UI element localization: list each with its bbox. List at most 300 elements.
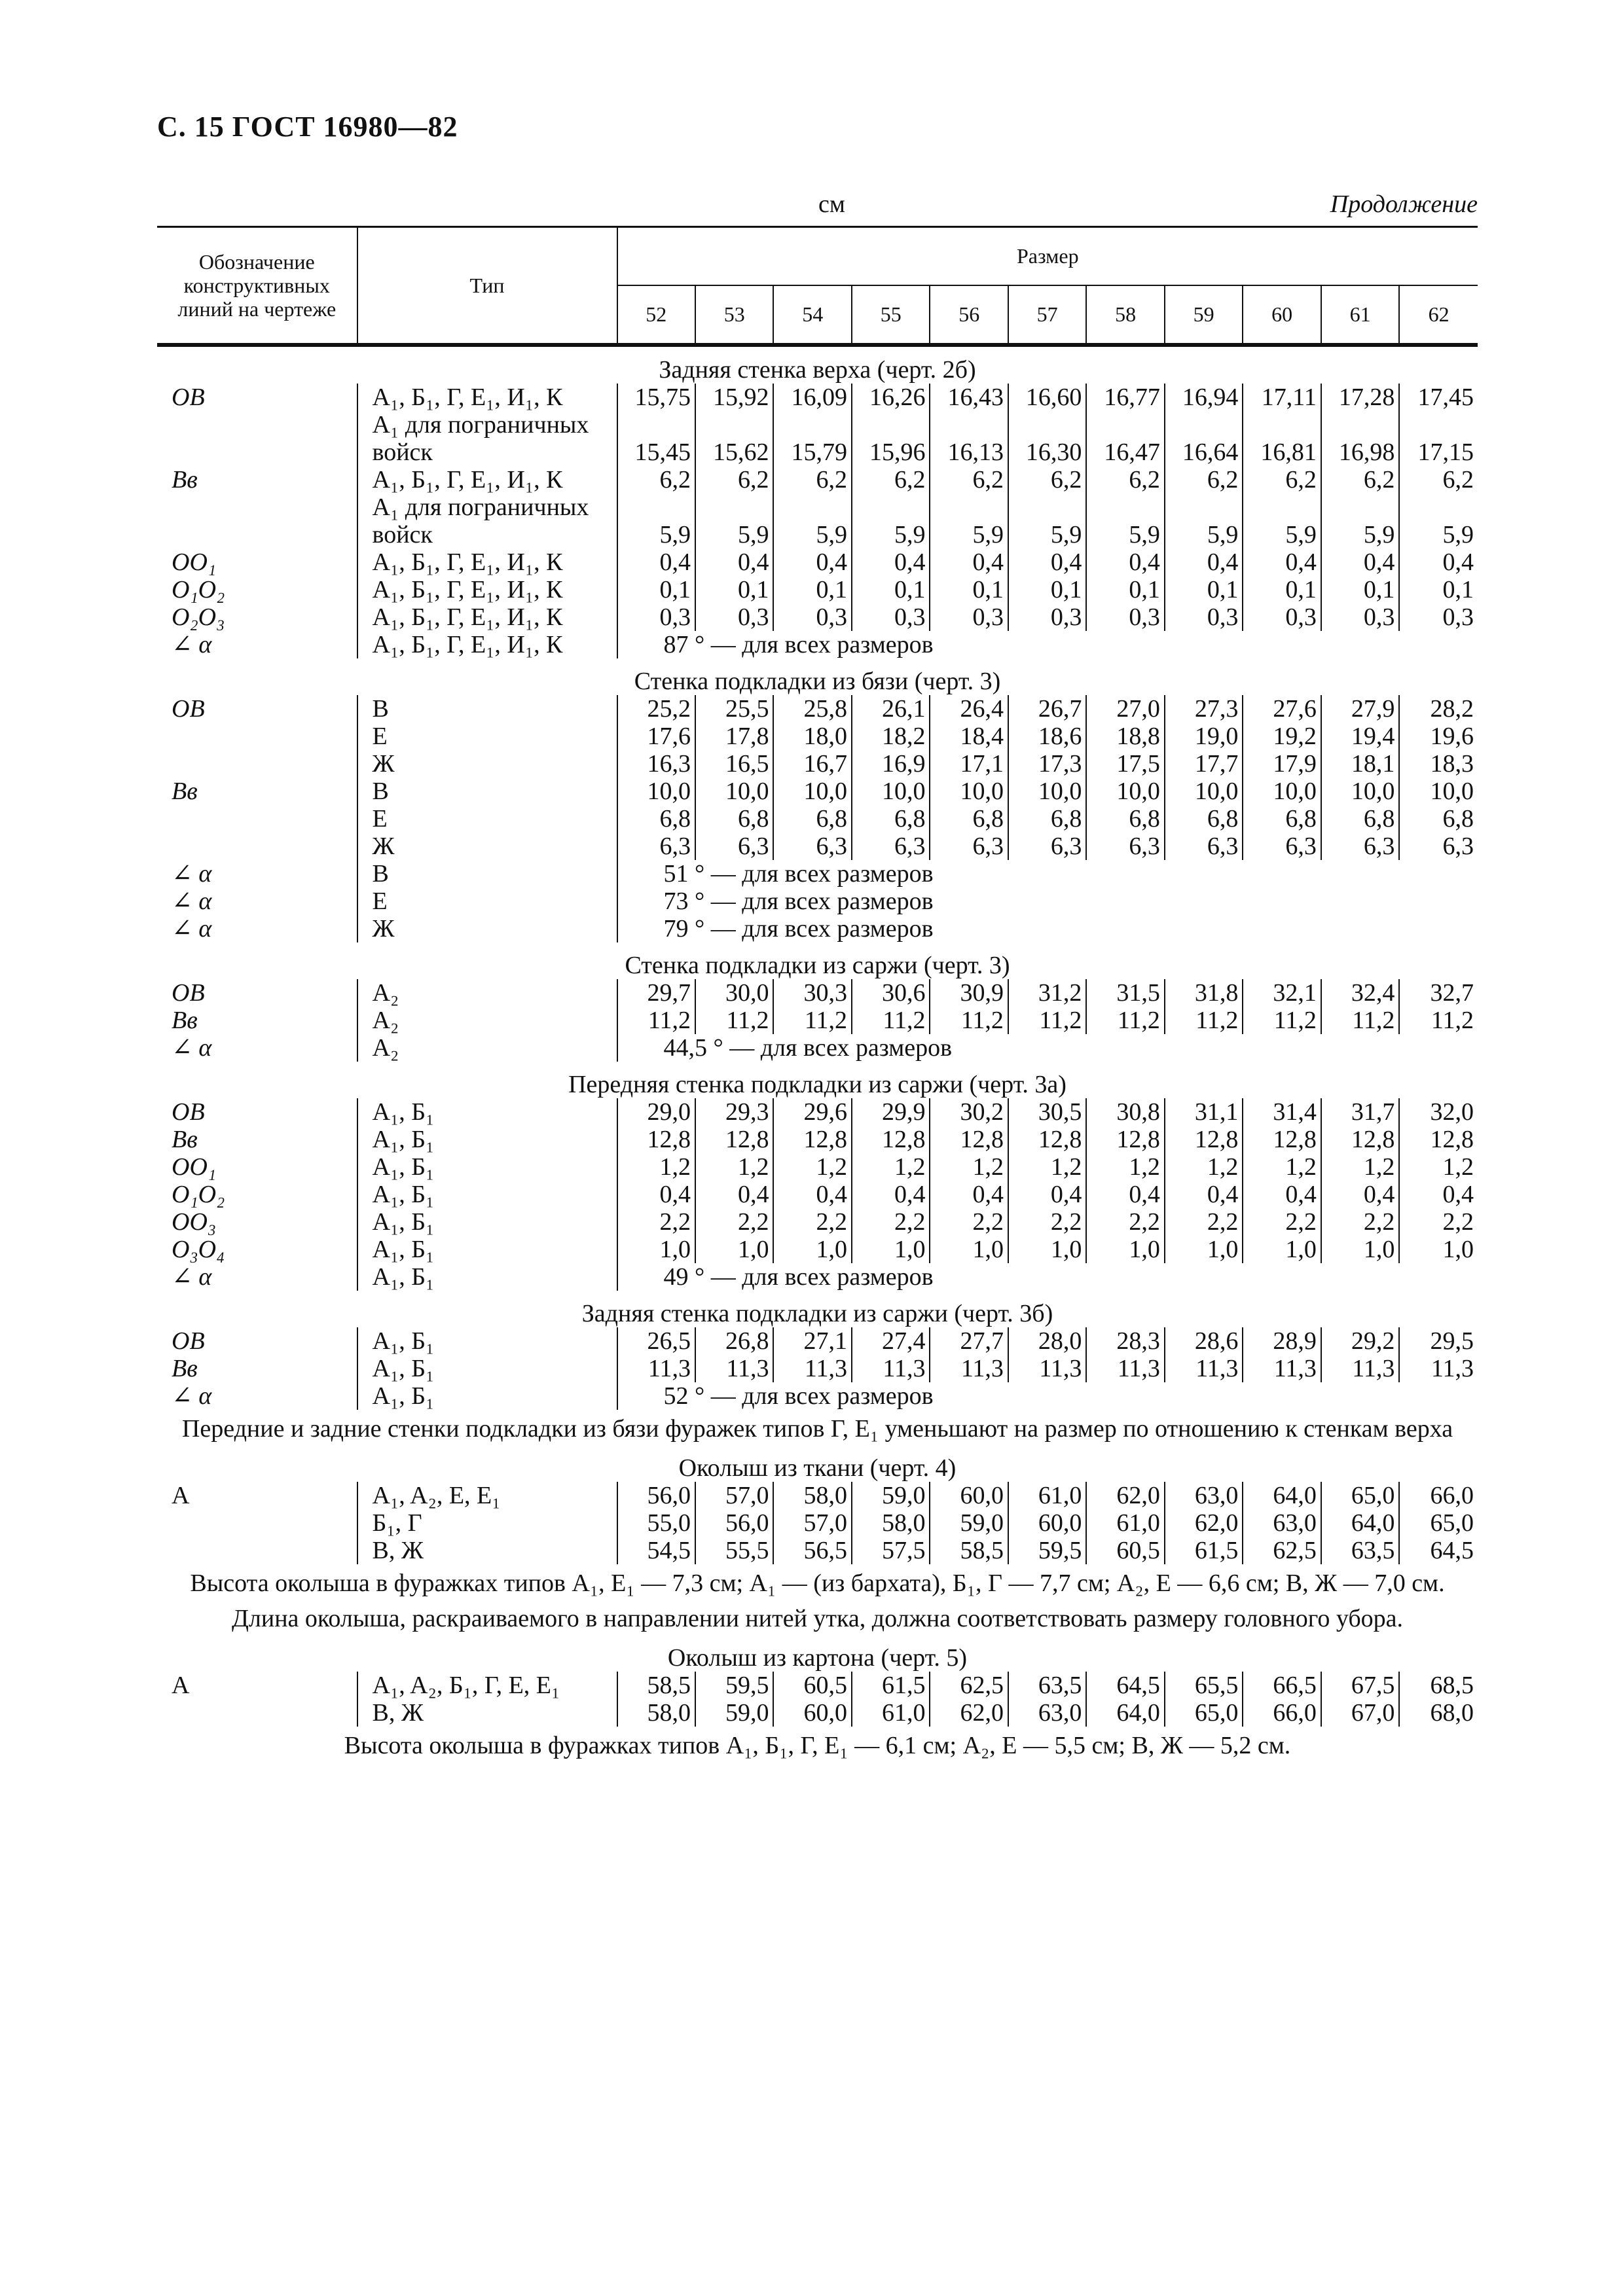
cap-type: A₁, A₂, Б₁, Г, Е, Е₁ bbox=[357, 1672, 617, 1699]
size-value: 5,9 bbox=[1086, 521, 1164, 548]
size-value: 0,4 bbox=[617, 1181, 695, 1208]
size-value: 11,2 bbox=[1321, 1007, 1399, 1034]
page-header: С. 15 ГОСТ 16980—82 bbox=[157, 111, 458, 143]
note-text: Высота околыша в фуражках типов A₁, Б₁, Г, Е₁ — 6,1 см; A₂, Е — 5,5 см; В, Ж — 5,2 см. bbox=[344, 1732, 1291, 1759]
size-value: 60,0 bbox=[930, 1482, 1008, 1509]
note-row bbox=[157, 1564, 1478, 1600]
size-value: 0,4 bbox=[1008, 1181, 1086, 1208]
size-value: 10,0 bbox=[1399, 778, 1478, 805]
size-column-header: 56 bbox=[930, 285, 1008, 345]
size-value: 1,2 bbox=[1086, 1153, 1164, 1181]
continuation-label: Продолжение bbox=[1330, 190, 1478, 218]
size-value: 59,5 bbox=[695, 1672, 773, 1699]
table-row bbox=[157, 603, 1478, 631]
table-row bbox=[157, 439, 1478, 466]
size-value: 60,5 bbox=[773, 1672, 851, 1699]
table-row bbox=[157, 1153, 1478, 1181]
size-value: 1,0 bbox=[852, 1236, 930, 1263]
size-value bbox=[852, 411, 930, 439]
size-value: 0,4 bbox=[1243, 1181, 1321, 1208]
size-value: 62,0 bbox=[1086, 1482, 1164, 1509]
section-title-row bbox=[157, 1062, 1478, 1098]
size-value: 32,0 bbox=[1399, 1098, 1478, 1126]
section-title-row bbox=[157, 942, 1478, 979]
size-value: 0,4 bbox=[773, 1181, 851, 1208]
size-value: 6,8 bbox=[1243, 805, 1321, 833]
size-value: 11,3 bbox=[1008, 1355, 1086, 1382]
size-value: 2,2 bbox=[1165, 1208, 1243, 1236]
cap-type: A₁, Б₁ bbox=[357, 1208, 617, 1236]
size-value: 63,5 bbox=[1321, 1537, 1399, 1564]
size-value bbox=[773, 493, 851, 521]
cap-type: A₁, A₂, Е, Е₁ bbox=[357, 1482, 617, 1509]
size-value: 1,0 bbox=[930, 1236, 1008, 1263]
size-value: 12,8 bbox=[1165, 1126, 1243, 1153]
table-row bbox=[157, 750, 1478, 778]
size-value: 11,2 bbox=[930, 1007, 1008, 1034]
size-value: 61,0 bbox=[1008, 1482, 1086, 1509]
size-value: 59,0 bbox=[852, 1482, 930, 1509]
size-value: 64,0 bbox=[1243, 1482, 1321, 1509]
size-value: 11,2 bbox=[617, 1007, 695, 1034]
line-designation bbox=[157, 1509, 357, 1537]
size-value: 27,3 bbox=[1165, 695, 1243, 723]
cap-type: A₁, Б₁ bbox=[357, 1181, 617, 1208]
line-designation: Вв bbox=[172, 1007, 198, 1034]
size-value: 6,2 bbox=[930, 466, 1008, 493]
size-value: 0,3 bbox=[1399, 603, 1478, 631]
size-value: 58,0 bbox=[773, 1482, 851, 1509]
size-value: 15,75 bbox=[617, 384, 695, 411]
angle-row bbox=[157, 915, 1478, 942]
size-value: 6,2 bbox=[852, 466, 930, 493]
size-value: 11,3 bbox=[617, 1355, 695, 1382]
line-designation bbox=[157, 723, 357, 750]
size-value: 1,0 bbox=[1321, 1236, 1399, 1263]
size-value: 15,62 bbox=[695, 439, 773, 466]
table-row bbox=[157, 1537, 1478, 1564]
size-value: 6,3 bbox=[1243, 833, 1321, 860]
size-value: 1,0 bbox=[1165, 1236, 1243, 1263]
size-value: 5,9 bbox=[852, 521, 930, 548]
size-value: 0,4 bbox=[852, 548, 930, 576]
note-text: Длина околыша, раскраиваемого в направлении нитей утка, должна соответствовать размеру головного убора. bbox=[231, 1605, 1404, 1632]
size-value: 0,4 bbox=[1086, 1181, 1164, 1208]
table-row bbox=[157, 805, 1478, 833]
size-value: 18,4 bbox=[930, 723, 1008, 750]
size-value: 0,4 bbox=[695, 1181, 773, 1208]
line-designation: ОО₁ bbox=[172, 1153, 217, 1181]
size-value: 61,0 bbox=[852, 1699, 930, 1727]
table-row bbox=[157, 548, 1478, 576]
cap-type: A₁, Б₁, Г, Е₁, И₁, К bbox=[357, 631, 617, 658]
size-value: 6,3 bbox=[1008, 833, 1086, 860]
size-value: 12,8 bbox=[1399, 1126, 1478, 1153]
size-value: 1,0 bbox=[1086, 1236, 1164, 1263]
cap-type: В bbox=[357, 695, 617, 723]
size-value: 0,1 bbox=[1165, 576, 1243, 603]
size-value bbox=[1399, 493, 1478, 521]
cap-type: A₁ для пограничных bbox=[357, 493, 617, 521]
size-value: 6,2 bbox=[617, 466, 695, 493]
size-value: 63,5 bbox=[1008, 1672, 1086, 1699]
size-value: 6,2 bbox=[1008, 466, 1086, 493]
size-column-header: 62 bbox=[1399, 285, 1478, 345]
size-column-header: 54 bbox=[773, 285, 851, 345]
size-value: 58,5 bbox=[930, 1537, 1008, 1564]
line-designation: ∠ α bbox=[172, 1382, 212, 1410]
size-value: 11,2 bbox=[1399, 1007, 1478, 1034]
note-row bbox=[157, 1410, 1478, 1445]
size-value: 60,0 bbox=[1008, 1509, 1086, 1537]
size-value: 56,5 bbox=[773, 1537, 851, 1564]
size-value: 11,2 bbox=[1243, 1007, 1321, 1034]
size-value: 28,2 bbox=[1399, 695, 1478, 723]
table-row bbox=[157, 1181, 1478, 1208]
size-value: 16,9 bbox=[852, 750, 930, 778]
size-value: 55,5 bbox=[695, 1537, 773, 1564]
size-value: 1,2 bbox=[1008, 1153, 1086, 1181]
line-designation bbox=[157, 493, 357, 521]
size-value: 31,7 bbox=[1321, 1098, 1399, 1126]
line-designation: ∠ α bbox=[172, 888, 212, 915]
size-value: 17,5 bbox=[1086, 750, 1164, 778]
size-value: 30,3 bbox=[773, 979, 851, 1007]
cap-type: A₁, Б₁ bbox=[357, 1126, 617, 1153]
cap-type: Ж bbox=[357, 750, 617, 778]
size-value: 10,0 bbox=[1008, 778, 1086, 805]
size-value: 16,94 bbox=[1165, 384, 1243, 411]
size-header: Размер bbox=[617, 227, 1478, 285]
size-value: 1,2 bbox=[773, 1153, 851, 1181]
size-value: 1,0 bbox=[617, 1236, 695, 1263]
table-row bbox=[157, 1482, 1478, 1509]
cap-type: A₁ для пограничных bbox=[357, 411, 617, 439]
size-value: 30,2 bbox=[930, 1098, 1008, 1126]
table-row bbox=[157, 1007, 1478, 1034]
size-value: 26,1 bbox=[852, 695, 930, 723]
size-value: 5,9 bbox=[617, 521, 695, 548]
size-value: 11,2 bbox=[1008, 1007, 1086, 1034]
size-value bbox=[1086, 411, 1164, 439]
angle-value: 51 ° — для всех размеров bbox=[617, 860, 1478, 888]
line-designation: ОВ bbox=[172, 1098, 205, 1126]
size-value: 61,5 bbox=[852, 1672, 930, 1699]
size-value bbox=[1243, 411, 1321, 439]
line-designation: Вв bbox=[172, 466, 198, 493]
size-value bbox=[1008, 493, 1086, 521]
size-value: 6,3 bbox=[1399, 833, 1478, 860]
size-value: 28,3 bbox=[1086, 1327, 1164, 1355]
size-value: 0,3 bbox=[1243, 603, 1321, 631]
size-value: 60,5 bbox=[1086, 1537, 1164, 1564]
table-row bbox=[157, 1126, 1478, 1153]
size-value: 62,5 bbox=[1243, 1537, 1321, 1564]
unit-label: см bbox=[818, 190, 845, 218]
size-value: 10,0 bbox=[852, 778, 930, 805]
size-value: 6,8 bbox=[695, 805, 773, 833]
size-value: 65,5 bbox=[1165, 1672, 1243, 1699]
size-column-header: 55 bbox=[852, 285, 930, 345]
table-row bbox=[157, 723, 1478, 750]
line-designation: Вв bbox=[172, 1355, 198, 1382]
size-value: 65,0 bbox=[1165, 1699, 1243, 1727]
size-value: 0,3 bbox=[1165, 603, 1243, 631]
table-row bbox=[157, 576, 1478, 603]
section-title: Передняя стенка подкладки из саржи (черт. 3а) bbox=[568, 1071, 1067, 1098]
size-value: 10,0 bbox=[773, 778, 851, 805]
note-row bbox=[157, 1600, 1478, 1635]
size-value: 10,0 bbox=[1086, 778, 1164, 805]
line-designation: ∠ α bbox=[172, 915, 212, 942]
size-value bbox=[617, 411, 695, 439]
size-value: 0,4 bbox=[1321, 548, 1399, 576]
size-value: 66,5 bbox=[1243, 1672, 1321, 1699]
cap-type: A₂ bbox=[357, 1007, 617, 1034]
size-value: 6,8 bbox=[1399, 805, 1478, 833]
cap-type: войск bbox=[357, 439, 617, 466]
size-value: 1,2 bbox=[1165, 1153, 1243, 1181]
cap-type: A₁, Б₁ bbox=[357, 1153, 617, 1181]
size-value bbox=[773, 411, 851, 439]
cap-type: A₁, Б₁, Г, Е₁, И₁, К bbox=[357, 466, 617, 493]
size-value: 16,3 bbox=[617, 750, 695, 778]
size-value: 30,8 bbox=[1086, 1098, 1164, 1126]
size-value: 12,8 bbox=[773, 1126, 851, 1153]
size-value: 64,5 bbox=[1399, 1537, 1478, 1564]
size-value: 17,11 bbox=[1243, 384, 1321, 411]
size-value: 11,3 bbox=[1399, 1355, 1478, 1382]
size-value: 12,8 bbox=[695, 1126, 773, 1153]
size-value: 55,0 bbox=[617, 1509, 695, 1537]
size-value: 11,2 bbox=[1165, 1007, 1243, 1034]
size-value: 28,0 bbox=[1008, 1327, 1086, 1355]
cap-type: войск bbox=[357, 521, 617, 548]
table-row bbox=[157, 1672, 1478, 1699]
size-value: 65,0 bbox=[1399, 1509, 1478, 1537]
size-value: 12,8 bbox=[617, 1126, 695, 1153]
size-value: 62,5 bbox=[930, 1672, 1008, 1699]
size-column-header: 57 bbox=[1008, 285, 1086, 345]
size-value: 61,5 bbox=[1165, 1537, 1243, 1564]
size-value: 1,2 bbox=[1399, 1153, 1478, 1181]
size-value: 17,3 bbox=[1008, 750, 1086, 778]
size-value: 1,2 bbox=[695, 1153, 773, 1181]
size-value: 29,9 bbox=[852, 1098, 930, 1126]
size-value: 16,77 bbox=[1086, 384, 1164, 411]
size-value: 12,8 bbox=[1243, 1126, 1321, 1153]
size-value: 18,2 bbox=[852, 723, 930, 750]
size-value: 1,0 bbox=[695, 1236, 773, 1263]
size-value: 0,1 bbox=[852, 576, 930, 603]
size-column-header: 59 bbox=[1165, 285, 1243, 345]
size-value: 18,1 bbox=[1321, 750, 1399, 778]
cap-type: В bbox=[357, 778, 617, 805]
size-value: 62,0 bbox=[930, 1699, 1008, 1727]
size-value: 26,4 bbox=[930, 695, 1008, 723]
line-designation: ∠ α bbox=[172, 860, 212, 888]
size-value: 0,3 bbox=[617, 603, 695, 631]
size-value: 6,3 bbox=[1165, 833, 1243, 860]
line-designation: О₁О₂ bbox=[172, 1181, 225, 1208]
line-designation: ОВ bbox=[172, 979, 205, 1007]
size-value: 1,2 bbox=[1243, 1153, 1321, 1181]
size-value: 16,47 bbox=[1086, 439, 1164, 466]
size-value: 28,6 bbox=[1165, 1327, 1243, 1355]
size-value: 16,64 bbox=[1165, 439, 1243, 466]
size-value: 0,4 bbox=[773, 548, 851, 576]
line-designation: О₃О₄ bbox=[172, 1236, 225, 1263]
size-value bbox=[1243, 493, 1321, 521]
cap-type: Е bbox=[357, 805, 617, 833]
size-value: 26,5 bbox=[617, 1327, 695, 1355]
size-value: 27,6 bbox=[1243, 695, 1321, 723]
cap-type: В, Ж bbox=[357, 1699, 617, 1727]
section-title: Задняя стенка верха (черт. 2б) bbox=[659, 356, 976, 384]
size-value: 63,0 bbox=[1165, 1482, 1243, 1509]
line-designation: ОО₃ bbox=[172, 1208, 217, 1236]
size-value: 6,2 bbox=[1165, 466, 1243, 493]
cap-type: Б₁, Г bbox=[357, 1509, 617, 1537]
size-value: 59,0 bbox=[695, 1699, 773, 1727]
line-designation: ∠ α bbox=[172, 631, 212, 658]
size-value: 12,8 bbox=[1086, 1126, 1164, 1153]
angle-row bbox=[157, 1263, 1478, 1291]
section-title-row bbox=[157, 1635, 1478, 1672]
size-value: 10,0 bbox=[617, 778, 695, 805]
note-text: Высота околыша в фуражках типов A₁, Е₁ — 7,3 см; A₁ — (из бархата), Б₁, Г — 7,7 см; A₂, Е — 6,6 см; В, Ж — 7,0 см. bbox=[190, 1570, 1445, 1597]
table-row bbox=[157, 1355, 1478, 1382]
line-designation bbox=[157, 833, 357, 860]
size-value: 17,28 bbox=[1321, 384, 1399, 411]
size-value: 11,3 bbox=[773, 1355, 851, 1382]
size-value: 16,09 bbox=[773, 384, 851, 411]
angle-value: 87 ° — для всех размеров bbox=[617, 631, 1478, 658]
size-value: 19,4 bbox=[1321, 723, 1399, 750]
size-value: 29,6 bbox=[773, 1098, 851, 1126]
size-value: 6,2 bbox=[695, 466, 773, 493]
size-value: 59,0 bbox=[930, 1509, 1008, 1537]
size-value: 63,0 bbox=[1243, 1509, 1321, 1537]
size-column-header: 52 bbox=[617, 285, 695, 345]
size-value: 32,4 bbox=[1321, 979, 1399, 1007]
size-value: 58,0 bbox=[852, 1509, 930, 1537]
size-value: 31,1 bbox=[1165, 1098, 1243, 1126]
size-value bbox=[852, 493, 930, 521]
size-value: 60,0 bbox=[773, 1699, 851, 1727]
size-column-header: 58 bbox=[1086, 285, 1164, 345]
size-value bbox=[1165, 493, 1243, 521]
size-value: 16,60 bbox=[1008, 384, 1086, 411]
size-value: 6,2 bbox=[1243, 466, 1321, 493]
size-value: 65,0 bbox=[1321, 1482, 1399, 1509]
cap-type: A₂ bbox=[357, 1034, 617, 1062]
size-value: 6,3 bbox=[617, 833, 695, 860]
size-value: 32,7 bbox=[1399, 979, 1478, 1007]
size-value: 2,2 bbox=[1243, 1208, 1321, 1236]
size-value: 0,4 bbox=[930, 548, 1008, 576]
size-value: 31,2 bbox=[1008, 979, 1086, 1007]
size-value bbox=[930, 411, 1008, 439]
size-value: 11,3 bbox=[1243, 1355, 1321, 1382]
table-row bbox=[157, 979, 1478, 1007]
angle-row bbox=[157, 1034, 1478, 1062]
size-value: 16,98 bbox=[1321, 439, 1399, 466]
size-value: 68,0 bbox=[1399, 1699, 1478, 1727]
size-value: 64,0 bbox=[1086, 1699, 1164, 1727]
line-designation bbox=[157, 805, 357, 833]
cap-type: A₁, Б₁ bbox=[357, 1263, 617, 1291]
size-value: 5,9 bbox=[1399, 521, 1478, 548]
cap-type: Ж bbox=[357, 915, 617, 942]
size-value: 61,0 bbox=[1086, 1509, 1164, 1537]
size-column-header: 53 bbox=[695, 285, 773, 345]
size-value: 30,9 bbox=[930, 979, 1008, 1007]
size-value: 6,8 bbox=[1086, 805, 1164, 833]
section-title-row bbox=[157, 1445, 1478, 1482]
size-value: 2,2 bbox=[852, 1208, 930, 1236]
size-value: 31,5 bbox=[1086, 979, 1164, 1007]
cap-type: В bbox=[357, 860, 617, 888]
size-value: 16,43 bbox=[930, 384, 1008, 411]
size-value: 18,6 bbox=[1008, 723, 1086, 750]
line-designation: ∠ α bbox=[172, 1263, 212, 1291]
size-value: 11,3 bbox=[1086, 1355, 1164, 1382]
size-value: 31,4 bbox=[1243, 1098, 1321, 1126]
table-row bbox=[157, 778, 1478, 805]
size-value: 5,9 bbox=[930, 521, 1008, 548]
size-value: 18,8 bbox=[1086, 723, 1164, 750]
size-value: 2,2 bbox=[1086, 1208, 1164, 1236]
size-value: 6,3 bbox=[773, 833, 851, 860]
size-value: 63,0 bbox=[1008, 1699, 1086, 1727]
size-value: 26,8 bbox=[695, 1327, 773, 1355]
size-value: 0,4 bbox=[1086, 548, 1164, 576]
line-designation bbox=[157, 439, 357, 466]
size-value: 27,7 bbox=[930, 1327, 1008, 1355]
cap-type: A₁, Б₁, Г, Е₁, И₁, К bbox=[357, 576, 617, 603]
line-designation: Вв bbox=[172, 1126, 198, 1153]
line-designation: Вв bbox=[172, 778, 198, 805]
size-value: 68,5 bbox=[1399, 1672, 1478, 1699]
angle-value: 52 ° — для всех размеров bbox=[617, 1382, 1478, 1410]
angle-row bbox=[157, 888, 1478, 915]
size-value: 5,9 bbox=[1008, 521, 1086, 548]
size-value: 0,3 bbox=[1321, 603, 1399, 631]
size-value: 10,0 bbox=[1165, 778, 1243, 805]
size-value: 31,8 bbox=[1165, 979, 1243, 1007]
size-value: 17,1 bbox=[930, 750, 1008, 778]
size-value: 0,1 bbox=[1243, 576, 1321, 603]
line-designation: ОВ bbox=[172, 695, 205, 723]
line-designation: А bbox=[172, 1482, 190, 1509]
size-value: 5,9 bbox=[773, 521, 851, 548]
angle-value: 44,5 ° — для всех размеров bbox=[617, 1034, 1478, 1062]
size-value bbox=[1008, 411, 1086, 439]
size-value: 6,3 bbox=[1086, 833, 1164, 860]
section-title: Стенка подкладки из саржи (черт. 3) bbox=[625, 952, 1010, 979]
sizes-table bbox=[157, 226, 1478, 1762]
size-value: 19,6 bbox=[1399, 723, 1478, 750]
size-value: 6,2 bbox=[1086, 466, 1164, 493]
cap-type: A₁, Б₁, Г, Е₁, И₁, К bbox=[357, 548, 617, 576]
size-value: 0,1 bbox=[1008, 576, 1086, 603]
size-value: 0,4 bbox=[1321, 1181, 1399, 1208]
size-value: 0,3 bbox=[773, 603, 851, 631]
size-value: 57,5 bbox=[852, 1537, 930, 1564]
size-value: 19,2 bbox=[1243, 723, 1321, 750]
size-value: 1,0 bbox=[1008, 1236, 1086, 1263]
